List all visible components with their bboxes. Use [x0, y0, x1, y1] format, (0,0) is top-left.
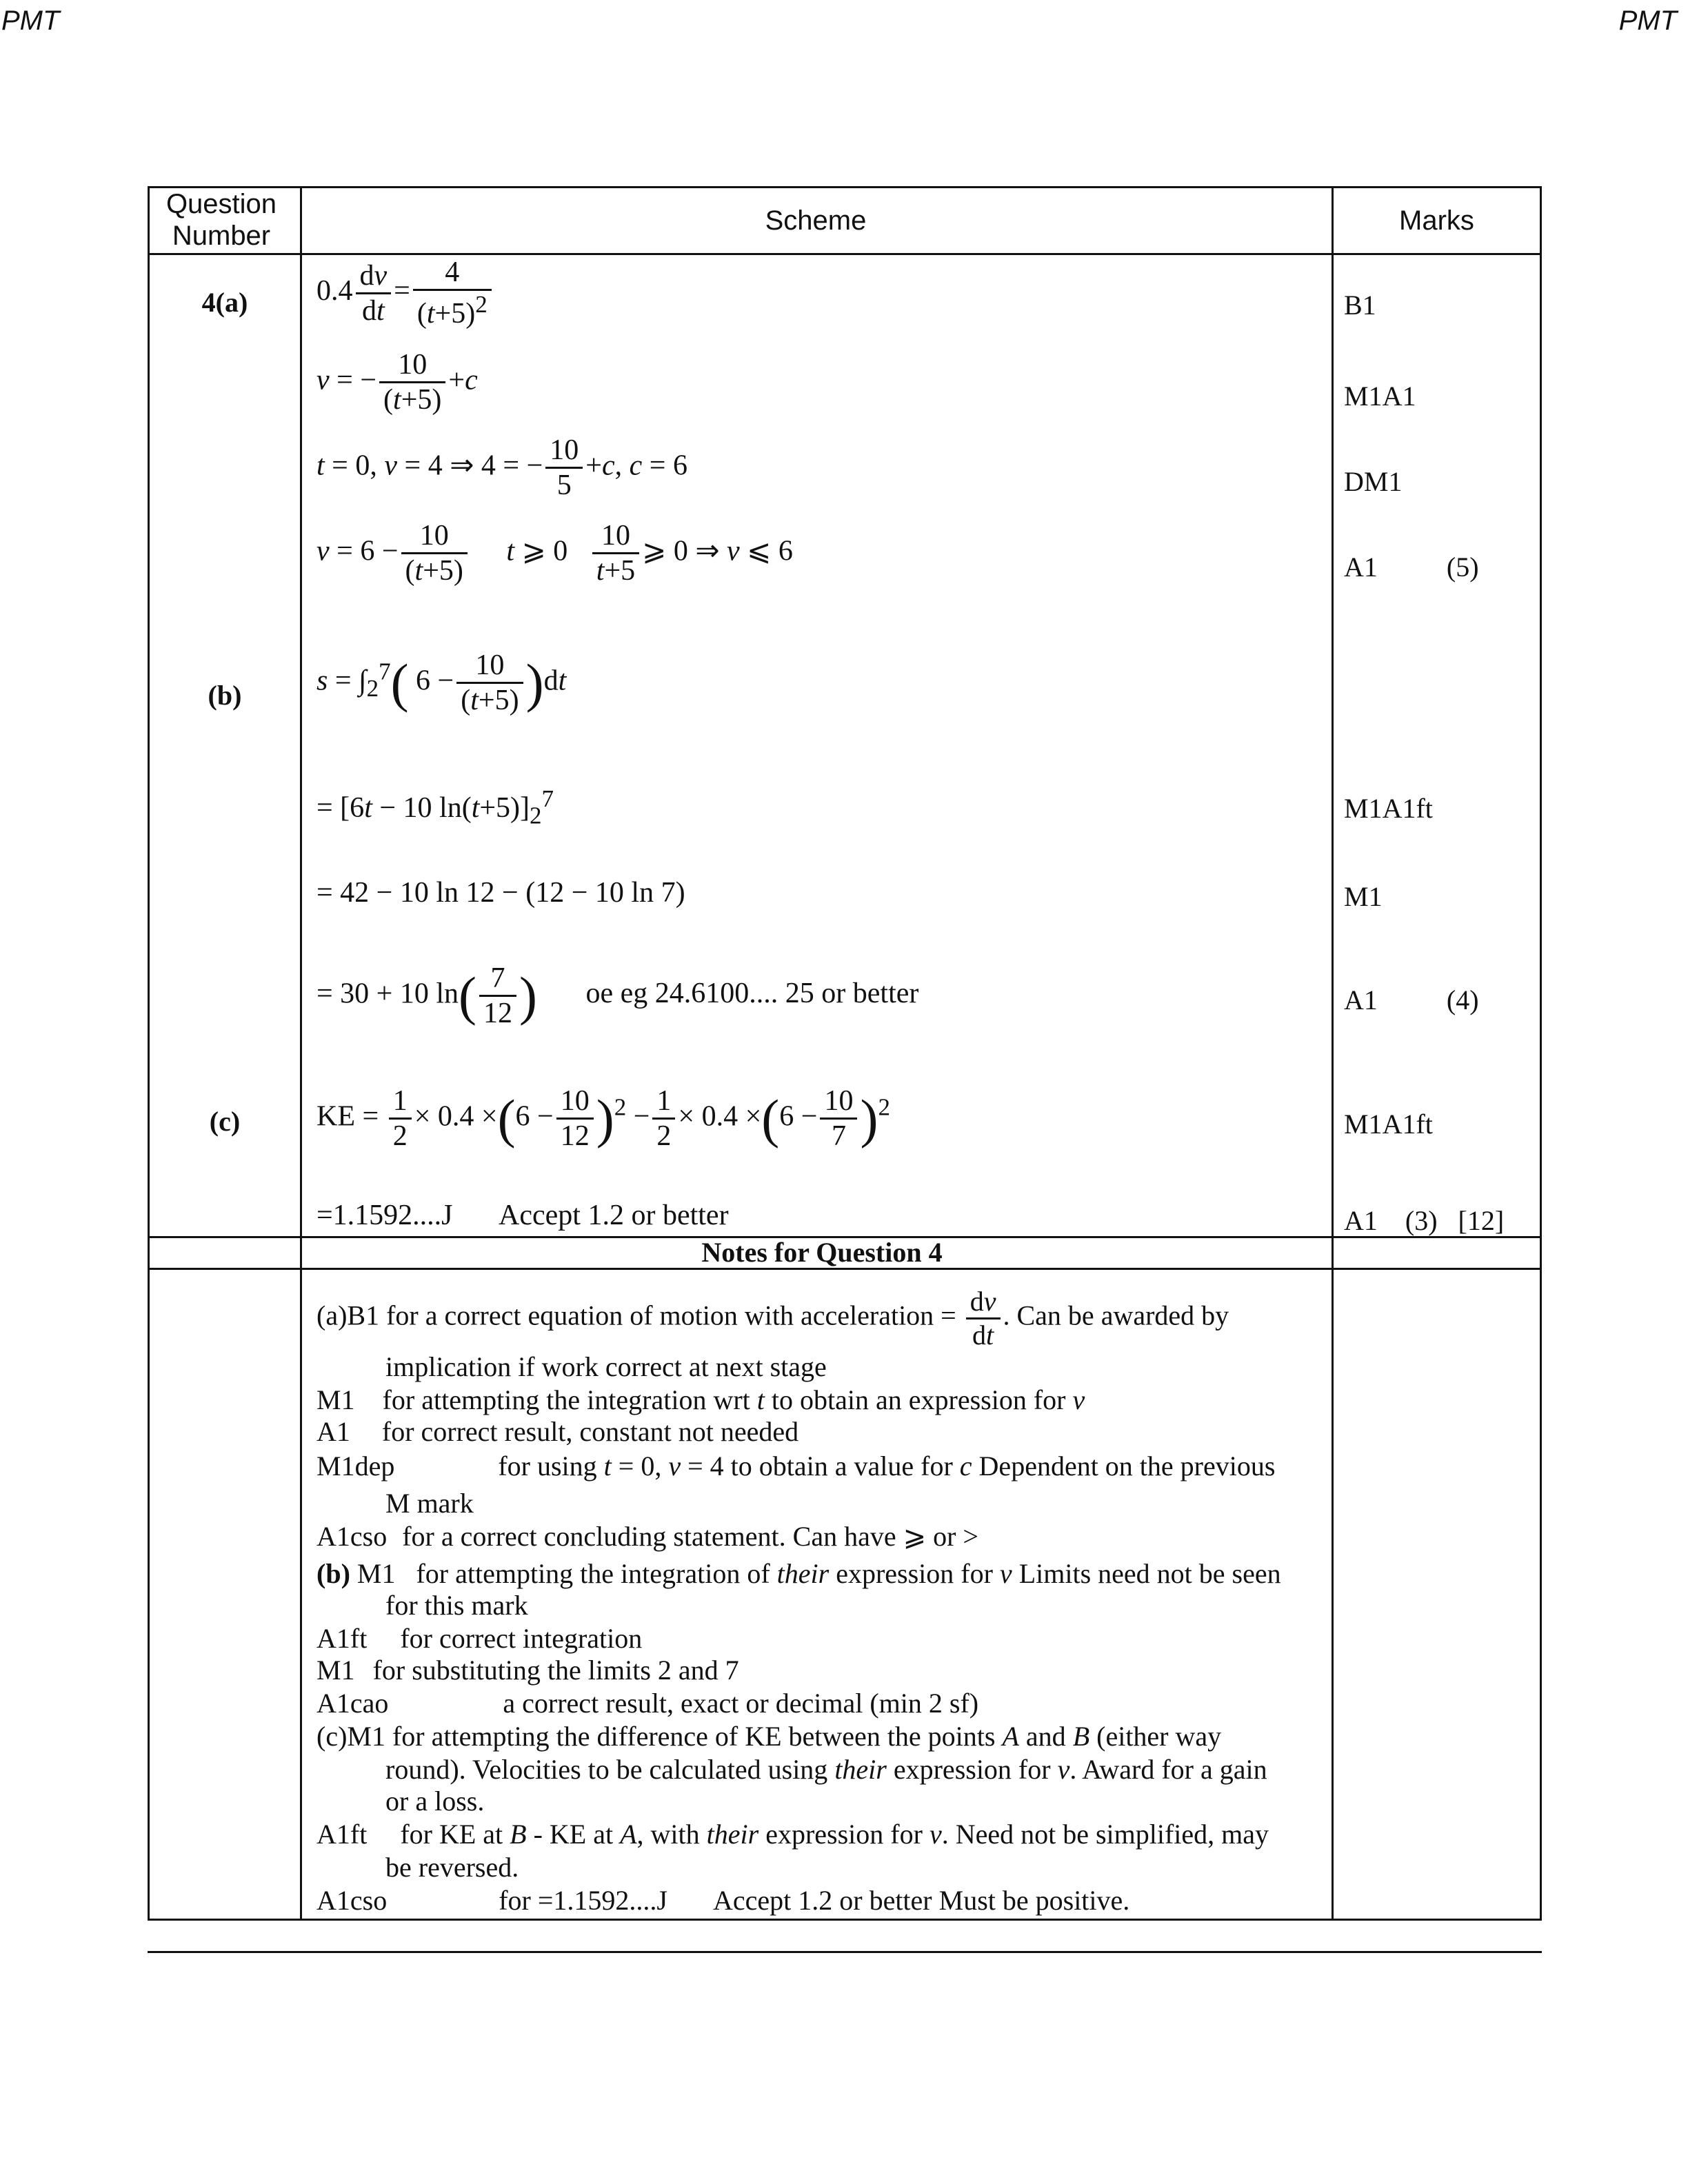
mark-b4: A1 (4)	[1344, 984, 1479, 1015]
note-line-5: M1dep for using t = 0, v = 4 to obtain a value for c Dependent on the previous	[316, 1450, 1276, 1482]
mark-b3: M1	[1344, 881, 1383, 912]
mark-a4: A1 (5)	[1344, 552, 1479, 583]
note-line-10: A1ft for correct integration	[316, 1623, 643, 1654]
mark-b2: M1A1ft	[1344, 793, 1433, 824]
part-label-a: 4(a)	[201, 287, 248, 318]
note-line-8: (b) M1 for attempting the integration of their expression for v Limits need not be seen	[316, 1558, 1281, 1589]
note-line-9: for this mark	[385, 1590, 528, 1621]
eq-c2-answer: =1.1592....J	[316, 1200, 453, 1231]
notes-title: Notes for Question 4	[701, 1237, 943, 1268]
eq-b2: = [6t − 10 $\ln(t+5)]_2^7$	[316, 785, 554, 829]
note-line-14: round). Velocities to be calculated using their expression for v. Award for a gain	[385, 1754, 1267, 1785]
eq-b1: $s = \int_2^7$( 6 − $\frac{10}{(t+5)}$ )dt	[316, 649, 567, 717]
eq-b4: = 30 + 10 ln( $\frac{7}{12}$ ) oe eg 24.6100.... 25 or better	[316, 962, 919, 1030]
note-line-6: M mark	[385, 1488, 474, 1519]
header-row-divider	[150, 253, 1540, 255]
note-line-18: A1cso for =1.1592....J Accept 1.2 or better Must be positive.	[316, 1885, 1130, 1916]
mark-a1: B1	[1344, 290, 1376, 321]
header-left: PMT	[1, 6, 60, 36]
header-right: PMT	[1618, 6, 1677, 36]
eq-a1: 0.4 $\frac{dv}{dt}$ = $\frac{4}{(t+5)^2}$	[316, 256, 494, 331]
col-header-question: Question Number	[165, 189, 277, 251]
mark-c1: M1A1ft	[1344, 1109, 1433, 1140]
col-header-scheme: Scheme	[765, 205, 867, 236]
note-line-2: implication if work correct at next stage	[385, 1351, 827, 1382]
part-label-c: (c)	[209, 1106, 241, 1137]
eq-a3: t = 0, v = 4 ⇒ 4 = − $\frac{10}{5}$ +c, c = 6	[316, 434, 687, 502]
note-line-1: (a)B1 for a correct equation of motion with acceleration = $\frac{dv}{dt}$ . Can be awarded by	[316, 1286, 1229, 1351]
mark-a3: DM1	[1344, 466, 1403, 497]
note-line-15: or a loss.	[385, 1786, 485, 1817]
mark-a2: M1A1	[1344, 381, 1416, 412]
col-divider	[1332, 188, 1334, 1919]
mark-scheme-table	[148, 186, 1542, 1921]
note-line-11: M1 for substituting the limits 2 and 7	[316, 1655, 739, 1686]
eq-b3: = 42 − 10 ln 12 − (12 − 10 ln 7)	[316, 877, 685, 909]
col-divider	[300, 188, 302, 1919]
note-line-12: A1cao a correct result, exact or decimal (min 2 sf)	[316, 1688, 979, 1719]
note-line-17: be reversed.	[385, 1852, 519, 1883]
note-line-7: A1cso for a correct concluding statement. Can have ⩾ or >	[316, 1521, 978, 1552]
eq-c2	[316, 1199, 729, 1232]
eq-a2: v = − $\frac{10}{(t+5)}$ +c	[316, 349, 478, 416]
note-line-3: M1 for attempting the integration wrt t to obtain an expression for v	[316, 1384, 1085, 1415]
eq-c2-note: Accept 1.2 or better	[499, 1200, 729, 1231]
part-label-b: (b)	[208, 680, 242, 711]
mark-c2: A1 (3) [12]	[1344, 1205, 1505, 1236]
col-header-marks: Marks	[1399, 205, 1474, 236]
note-line-4: A1 for correct result, constant not needed	[316, 1416, 799, 1447]
note-line-16: A1ft for KE at B - KE at A, with their expression for v. Need not be simplified, may	[316, 1819, 1269, 1850]
eq-a4: v = 6 − $\frac{10}{(t+5)}$ t ⩾ 0 $\frac{10}{t+5}$ ⩾ 0 ⇒ v ⩽ 6	[316, 520, 793, 587]
bottom-rule	[148, 1951, 1542, 1953]
eq-b4-note: oe eg 24.6100.... 25 or better	[585, 978, 919, 1010]
note-line-13: (c)M1 for attempting the difference of KE between the points A and B (either way	[316, 1721, 1222, 1752]
eq-c1: KE = $\frac{1}{2}$ × 0.4 ×(6 − $\frac{10}{12}$ )$^2$ − $\frac{1}{2}$ × 0.4 ×(6 − $\frac{10}{7}$ )$^2$	[316, 1085, 890, 1153]
